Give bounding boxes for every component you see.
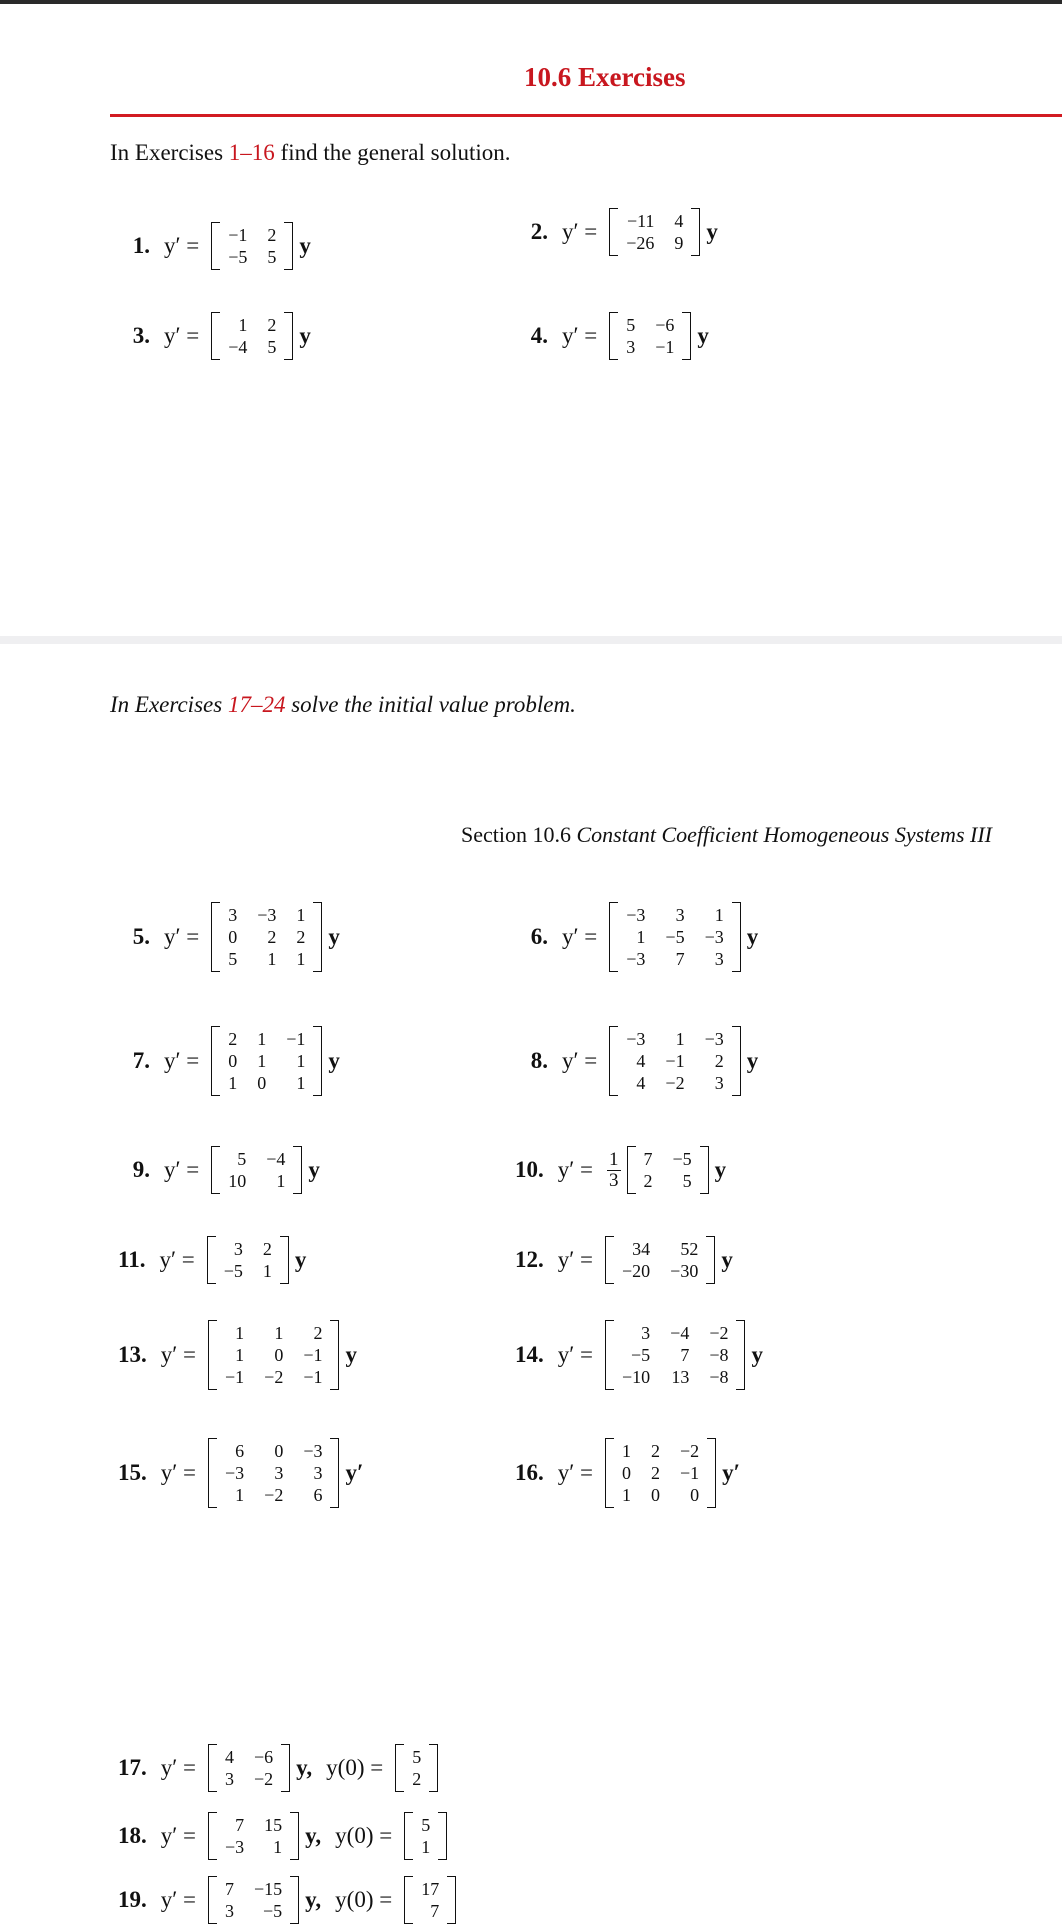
matrix-entry: −1 <box>303 1345 323 1365</box>
exercise-14: 14. y′ = 3 −4 −2 −5 7 −8 −10 13 −8 y <box>515 1320 763 1390</box>
matrix-entry: 3 <box>626 337 636 357</box>
matrix-entry: 1 <box>267 949 277 969</box>
matrix-entry: 0 <box>622 1463 632 1483</box>
matrix-entry: −20 <box>622 1261 651 1281</box>
matrix-entry: −5 <box>631 1345 651 1365</box>
matrix-entry: 0 <box>228 927 238 947</box>
matrix-entry: −15 <box>254 1879 283 1899</box>
initial-vector <box>404 1812 447 1860</box>
matrix-entry: 1 <box>296 1073 306 1093</box>
matrix-entry: 2 <box>643 1171 653 1191</box>
matrix-entry: 1 <box>622 1485 632 1505</box>
initial-vector <box>404 1876 456 1924</box>
matrix-entry: 0 <box>690 1485 700 1505</box>
matrix <box>211 222 293 270</box>
matrix <box>211 1146 302 1194</box>
left-bracket <box>208 1812 217 1860</box>
left-bracket <box>211 902 220 972</box>
matrix-entry: 34 <box>632 1239 651 1259</box>
matrix-entry: 1 <box>296 905 306 925</box>
right-bracket <box>429 1744 438 1792</box>
matrix-entry: 1 <box>257 1051 267 1071</box>
left-bracket <box>609 312 618 360</box>
matrix-entry: −8 <box>709 1345 729 1365</box>
matrix-entry: −4 <box>266 1149 286 1169</box>
matrix-entry: 0 <box>274 1441 284 1461</box>
matrix-entry: −26 <box>626 233 655 253</box>
matrix-entry: 13 <box>671 1367 690 1387</box>
exercise-1: 1. y′ = −1 2 −5 5 y <box>130 222 311 270</box>
matrix <box>609 208 700 256</box>
matrix-entry: 3 <box>641 1323 651 1343</box>
matrix-entry: 1 <box>238 315 248 335</box>
matrix-entry: 1 <box>262 1261 272 1281</box>
matrix-entry: 2 <box>296 927 306 947</box>
matrix-entry: 1 <box>296 1051 306 1071</box>
matrix-entry: 4 <box>636 1051 646 1071</box>
matrix-entry: 4 <box>636 1073 646 1093</box>
matrix-entry: 1 <box>235 1323 245 1343</box>
matrix-entry: 1 <box>274 1323 284 1343</box>
matrix <box>609 312 691 360</box>
matrix-entry: 3 <box>225 1901 235 1921</box>
scalar-fraction: $\frac{1}{3}$ <box>609 1148 619 1191</box>
matrix-entry: −3 <box>704 1029 724 1049</box>
matrix-entry: 0 <box>257 1073 267 1093</box>
matrix-entry: 3 <box>274 1463 284 1483</box>
left-bracket <box>211 312 220 360</box>
matrix-entry: 3 <box>714 1073 724 1093</box>
matrix-entry: 7 <box>643 1149 653 1169</box>
left-bracket <box>605 1320 614 1390</box>
left-bracket <box>609 208 618 256</box>
matrix-entry: −4 <box>228 337 248 357</box>
matrix-entry: 3 <box>225 1769 235 1789</box>
matrix-entry: −8 <box>709 1367 729 1387</box>
right-bracket <box>330 1438 339 1508</box>
top-edge-bar <box>0 0 1062 4</box>
right-bracket <box>284 222 293 270</box>
exercise-11: 11. y′ = 3 2 −5 1 y <box>118 1236 306 1284</box>
exercise-15: 15. y′ = 6 0 −3 −3 3 3 1 −2 6 y′ <box>118 1438 363 1508</box>
right-bracket <box>293 1146 302 1194</box>
matrix-entry: −5 <box>665 927 685 947</box>
matrix-entry: 10 <box>228 1171 247 1191</box>
matrix-entry: −3 <box>626 1029 646 1049</box>
exercise-3: 3. y′ = 1 2 −4 5 y <box>130 312 311 360</box>
matrix-entry: 52 <box>680 1239 699 1259</box>
exercise-8: 8. y′ = −3 1 −3 4 −1 2 4 −2 3 y <box>528 1026 758 1096</box>
matrix-entry: 7 <box>680 1345 690 1365</box>
matrix-entry: 2 <box>267 315 277 335</box>
left-bracket <box>208 1438 217 1508</box>
matrix-entry: −5 <box>263 1901 283 1921</box>
matrix-entry: −2 <box>264 1367 284 1387</box>
matrix-entry: −1 <box>228 225 248 245</box>
matrix-entry: −6 <box>655 315 675 335</box>
exercise-19: 19. y′ = 7 −15 3 −5 y, y(0) = 17 7 <box>118 1876 458 1924</box>
matrix-entry: −1 <box>665 1051 685 1071</box>
matrix-entry: 1 <box>273 1837 283 1857</box>
exercise-18: 18. y′ = 7 15 −3 1 y, y(0) = 5 1 <box>118 1812 449 1860</box>
left-bracket <box>605 1236 614 1284</box>
exercise-10: 10. y′ = $\frac{1}{3}$ 7 −5 2 5 y <box>515 1146 726 1194</box>
matrix-entry: 0 <box>274 1345 284 1365</box>
matrix-entry: 3 <box>675 905 685 925</box>
exercise-9: 9. y′ = 5 −4 10 1 y <box>130 1146 320 1194</box>
matrix-entry: −6 <box>254 1747 274 1767</box>
matrix-entry: −4 <box>670 1323 690 1343</box>
left-bracket <box>605 1438 614 1508</box>
left-bracket <box>208 1320 217 1390</box>
right-bracket <box>280 1236 289 1284</box>
matrix-entry: −1 <box>225 1367 245 1387</box>
left-bracket <box>207 1236 216 1284</box>
matrix-entry: −1 <box>303 1367 323 1387</box>
left-bracket <box>609 902 618 972</box>
matrix-entry: 2 <box>267 225 277 245</box>
right-bracket <box>700 1146 709 1194</box>
matrix-entry: 1 <box>421 1837 431 1857</box>
matrix-entry: 1 <box>228 1073 238 1093</box>
instructions-general: In Exercises 1–16 find the general solution. <box>110 140 511 165</box>
left-bracket <box>395 1744 404 1792</box>
exercise-6: 6. y′ = −3 3 1 1 −5 −3 −3 7 3 y <box>528 902 758 972</box>
matrix <box>211 312 293 360</box>
matrix-entry: −5 <box>223 1261 243 1281</box>
matrix-entry: −3 <box>626 949 646 969</box>
left-bracket <box>211 1026 220 1096</box>
matrix-entry: 15 <box>264 1815 283 1835</box>
matrix <box>609 1026 740 1096</box>
matrix-entry: 2 <box>262 1239 272 1259</box>
matrix-entry: 5 <box>228 949 238 969</box>
right-bracket <box>290 1812 299 1860</box>
left-bracket <box>211 222 220 270</box>
left-bracket <box>208 1744 217 1792</box>
matrix-entry: −2 <box>680 1441 700 1461</box>
exercise-16: 16. y′ = 1 2 −2 0 2 −1 1 0 0 y′ <box>515 1438 740 1508</box>
matrix-entry: 7 <box>430 1901 440 1921</box>
matrix <box>207 1236 289 1284</box>
left-bracket <box>609 1026 618 1096</box>
right-bracket <box>281 1744 290 1792</box>
matrix <box>208 1320 339 1390</box>
exercise-range-link[interactable]: 17–24 <box>227 692 286 717</box>
matrix-entry: 3 <box>714 949 724 969</box>
exercise-4: 4. y′ = 5 −6 3 −1 y <box>528 312 709 360</box>
matrix-entry: 5 <box>626 315 636 335</box>
matrix-entry: 17 <box>421 1879 440 1899</box>
matrix <box>208 1438 339 1508</box>
exercise-12: 12. y′ = 34 52 −20 −30 y <box>515 1236 733 1284</box>
right-bracket <box>691 208 700 256</box>
initial-vector <box>395 1744 438 1792</box>
matrix-entry: 3 <box>313 1463 323 1483</box>
section-title: 10.6 Exercises <box>524 62 686 92</box>
right-bracket <box>736 1320 745 1390</box>
left-bracket <box>627 1146 636 1194</box>
right-bracket <box>290 1876 299 1924</box>
matrix-entry: −3 <box>303 1441 323 1461</box>
right-bracket <box>313 1026 322 1096</box>
right-bracket <box>330 1320 339 1390</box>
exercise-range-link[interactable]: 1–16 <box>228 140 275 165</box>
matrix-entry: 1 <box>675 1029 685 1049</box>
matrix <box>605 1236 715 1284</box>
matrix-entry: 2 <box>651 1463 661 1483</box>
matrix-entry: 4 <box>674 211 684 231</box>
matrix-entry: 5 <box>237 1149 247 1169</box>
matrix-entry: −11 <box>626 211 655 231</box>
matrix-entry: 5 <box>412 1747 422 1767</box>
matrix-entry: 1 <box>235 1485 245 1505</box>
exercise-7: 7. y′ = 2 1 −1 0 1 1 1 0 1 y <box>130 1026 340 1096</box>
matrix-entry: 2 <box>714 1051 724 1071</box>
matrix-entry: 3 <box>233 1239 243 1259</box>
running-head: Section 10.6 Constant Coefficient Homogeneous Systems III <box>461 822 992 847</box>
matrix-entry: 0 <box>651 1485 661 1505</box>
exercise-5: 5. y′ = 3 −3 1 0 2 2 5 1 1 y <box>130 902 340 972</box>
left-bracket <box>208 1876 217 1924</box>
matrix-entry: 9 <box>674 233 684 253</box>
matrix-entry: 1 <box>257 1029 267 1049</box>
matrix-entry: −1 <box>680 1463 700 1483</box>
matrix-entry: −2 <box>264 1485 284 1505</box>
page-break <box>0 636 1062 644</box>
right-bracket <box>732 1026 741 1096</box>
matrix-entry: −5 <box>228 247 248 267</box>
matrix-entry: −1 <box>286 1029 306 1049</box>
matrix-entry: 1 <box>296 949 306 969</box>
matrix-entry: −3 <box>257 905 277 925</box>
matrix-entry: −5 <box>672 1149 692 1169</box>
matrix-entry: 2 <box>267 927 277 947</box>
matrix-entry: −3 <box>225 1837 245 1857</box>
matrix-entry: 5 <box>267 247 277 267</box>
matrix-entry: 6 <box>235 1441 245 1461</box>
left-bracket <box>404 1876 413 1924</box>
matrix-entry: −2 <box>254 1769 274 1789</box>
matrix-entry: 0 <box>228 1051 238 1071</box>
matrix <box>605 1438 716 1508</box>
matrix <box>605 1320 745 1390</box>
exercise-13: 13. y′ = 1 1 2 1 0 −1 −1 −2 −1 y <box>118 1320 357 1390</box>
right-bracket <box>447 1876 456 1924</box>
right-bracket <box>682 312 691 360</box>
matrix-entry: −3 <box>626 905 646 925</box>
matrix-entry: 2 <box>412 1769 422 1789</box>
exercise-2: 2. y′ = −11 4 −26 9 y <box>528 208 718 256</box>
matrix-entry: −3 <box>225 1463 245 1483</box>
right-bracket <box>707 1438 716 1508</box>
left-bracket <box>404 1812 413 1860</box>
matrix-entry: 2 <box>651 1441 661 1461</box>
matrix-entry: 6 <box>313 1485 323 1505</box>
matrix <box>211 902 322 972</box>
matrix <box>208 1876 299 1924</box>
matrix-entry: 7 <box>225 1879 235 1899</box>
matrix-entry: 3 <box>228 905 238 925</box>
left-bracket <box>211 1146 220 1194</box>
exercise-17: 17. y′ = 4 −6 3 −2 y, y(0) = 5 2 <box>118 1744 440 1792</box>
matrix-entry: 1 <box>622 1441 632 1461</box>
right-bracket <box>313 902 322 972</box>
matrix <box>609 902 740 972</box>
matrix-entry: 1 <box>235 1345 245 1365</box>
matrix-entry: 4 <box>225 1747 235 1767</box>
matrix-entry: 2 <box>313 1323 323 1343</box>
matrix-entry: 1 <box>276 1171 286 1191</box>
instructions-ivp: In Exercises 17–24 solve the initial value problem. <box>110 692 576 717</box>
matrix <box>627 1146 709 1194</box>
matrix-entry: −2 <box>665 1073 685 1093</box>
matrix-entry: −10 <box>622 1367 651 1387</box>
matrix-entry: 7 <box>235 1815 245 1835</box>
right-bracket <box>732 902 741 972</box>
matrix-entry: 1 <box>714 905 724 925</box>
title-rule <box>110 114 1062 117</box>
matrix <box>211 1026 322 1096</box>
matrix <box>208 1744 290 1792</box>
matrix-entry: 5 <box>421 1815 431 1835</box>
matrix-entry: 5 <box>682 1171 692 1191</box>
matrix <box>208 1812 299 1860</box>
right-bracket <box>438 1812 447 1860</box>
right-bracket <box>284 312 293 360</box>
matrix-entry: 7 <box>675 949 685 969</box>
matrix-entry: −1 <box>655 337 675 357</box>
matrix-entry: −30 <box>670 1261 699 1281</box>
matrix-entry: 5 <box>267 337 277 357</box>
right-bracket <box>706 1236 715 1284</box>
matrix-entry: −3 <box>704 927 724 947</box>
matrix-entry: 1 <box>636 927 646 947</box>
matrix-entry: 2 <box>228 1029 238 1049</box>
matrix-entry: −2 <box>709 1323 729 1343</box>
